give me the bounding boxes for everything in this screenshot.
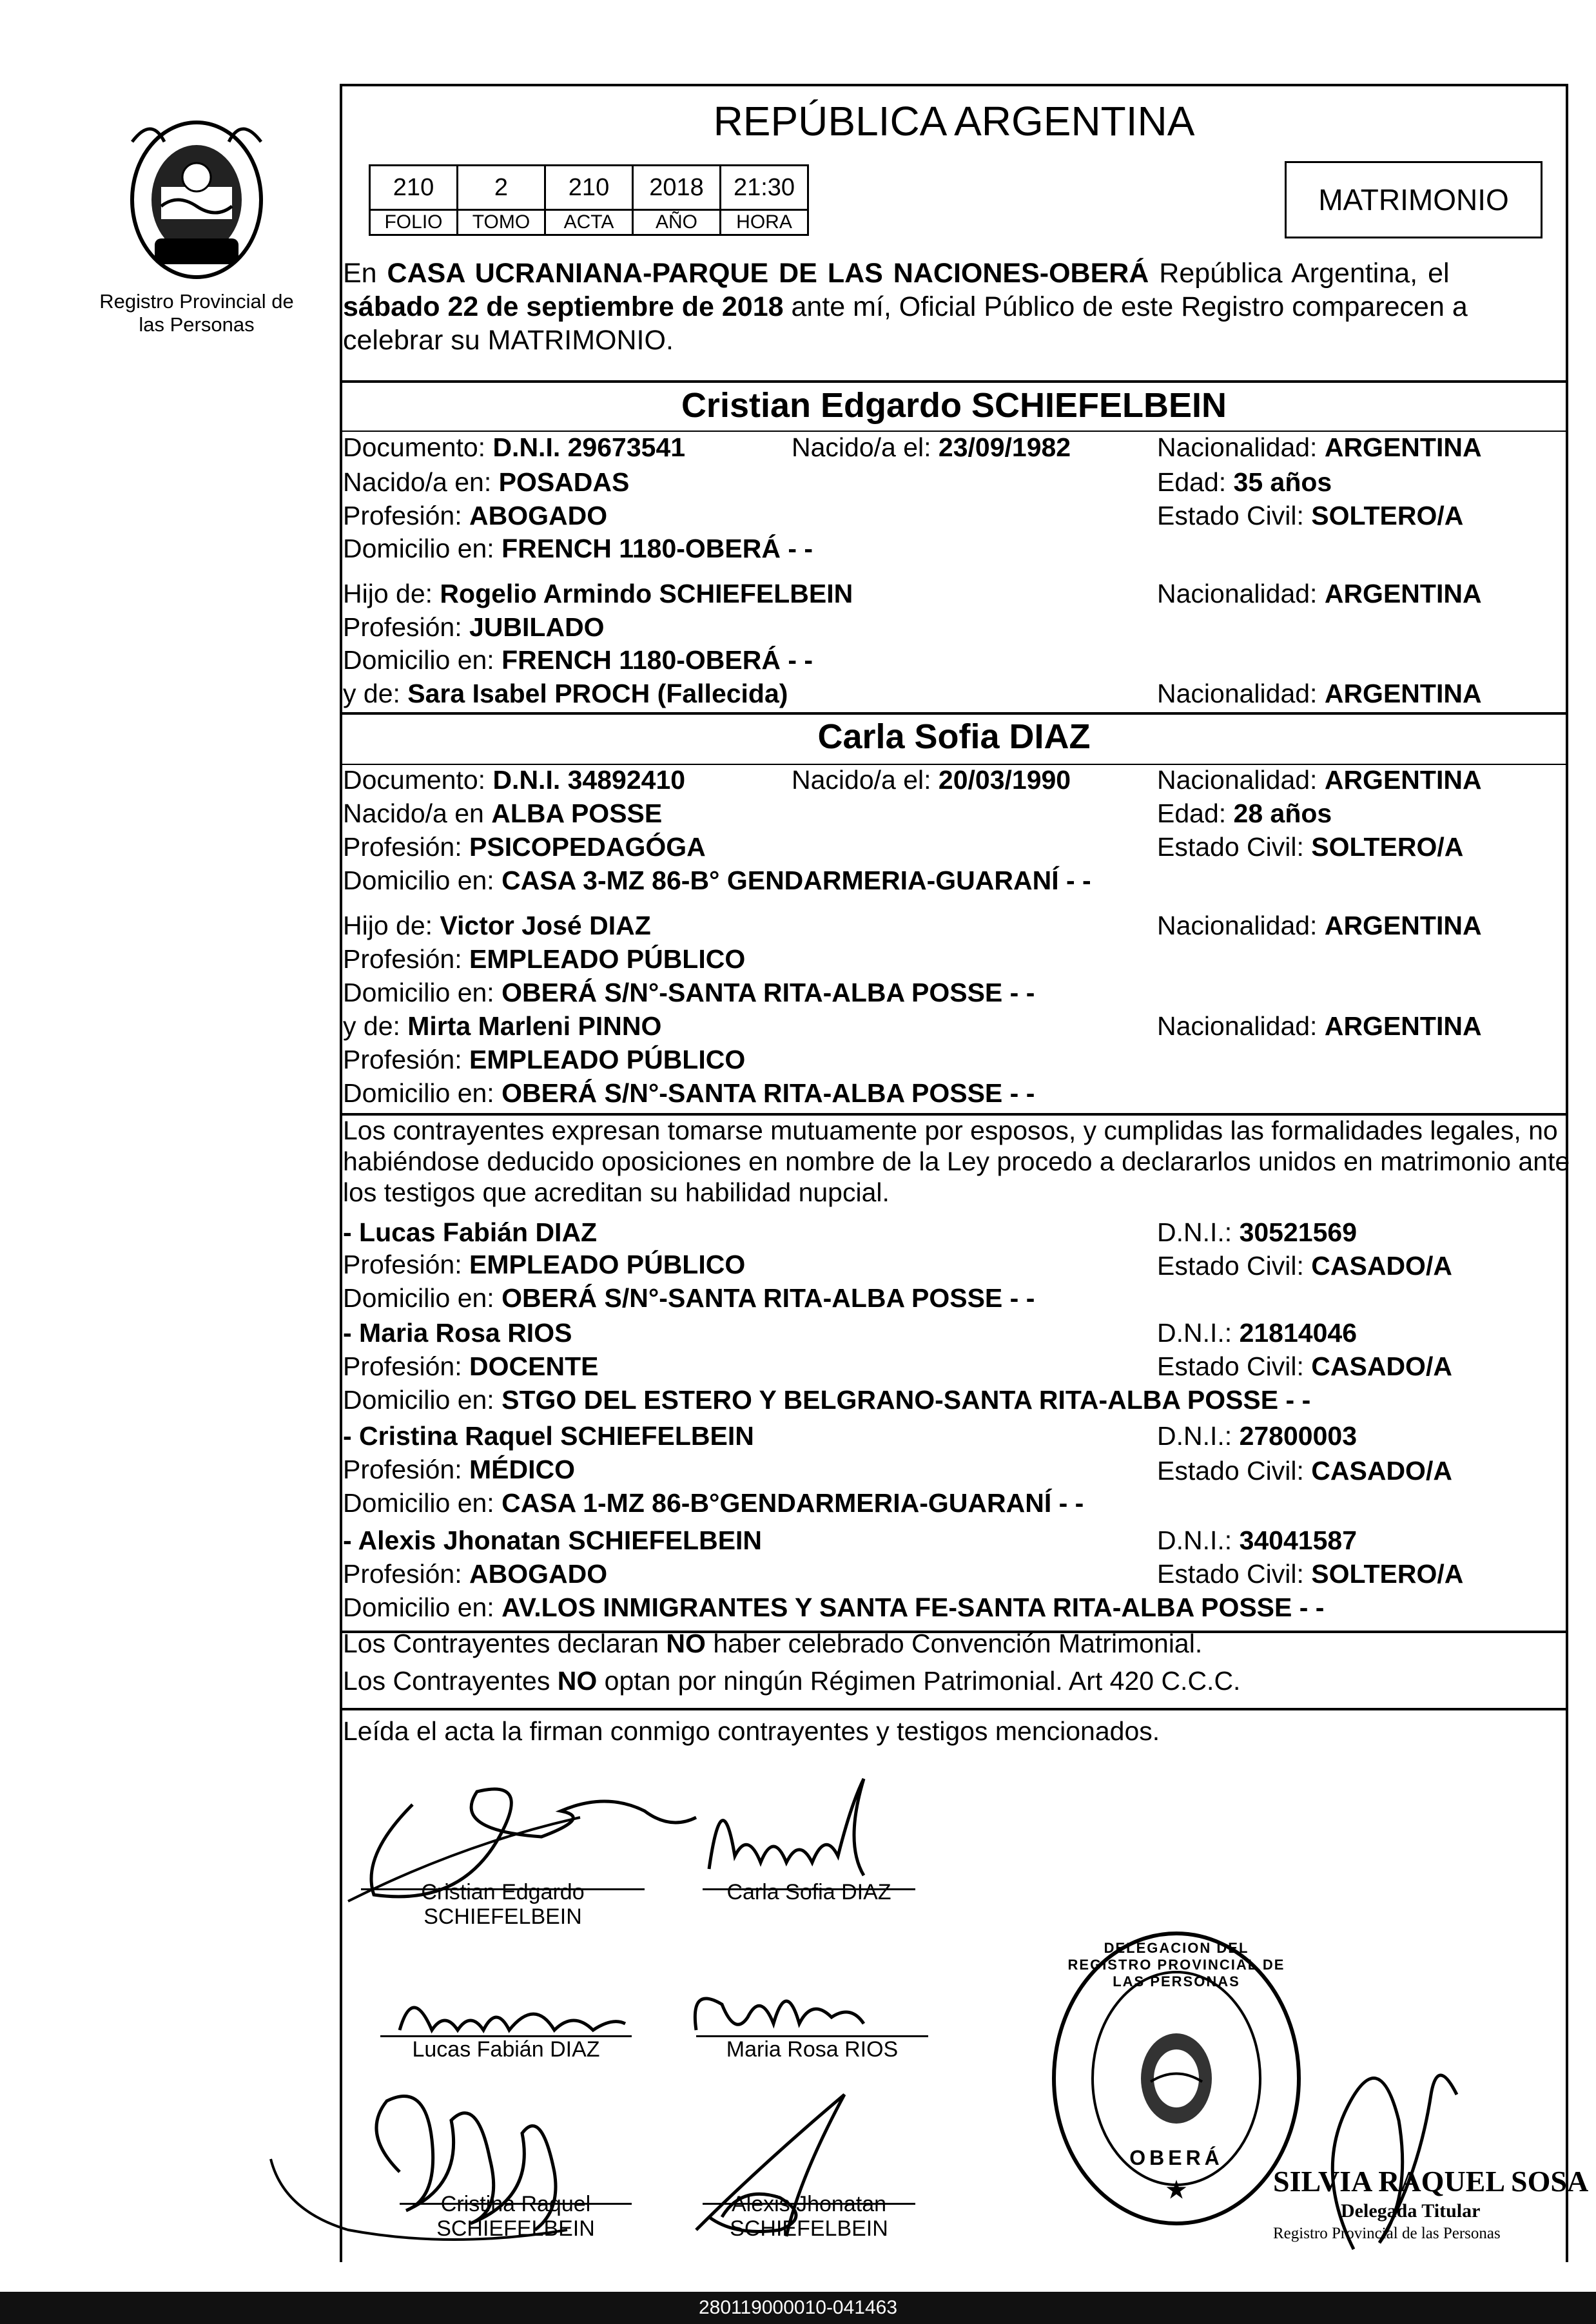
witness-3-signature-name-2: SCHIEFELBEIN: [436, 2216, 595, 2241]
witness-4-name: - Alexis Jhonatan SCHIEFELBEIN: [343, 1525, 763, 1555]
registry-logo-text: Registro Provincial de las Personas: [99, 290, 294, 336]
groom-address: Domicilio en: FRENCH 1180-OBERÁ - -: [343, 534, 813, 563]
divider: [340, 1708, 1568, 1710]
hour-value: 21:30: [721, 166, 808, 210]
declaration-line-1: Los contrayentes expresan tomarse mutuamente por esposos, y cumplidas las formalidades legales, no: [343, 1116, 1558, 1145]
stamp-city: OBERÁ: [1129, 2146, 1223, 2169]
groom-father-profession: Profesión: JUBILADO: [343, 612, 605, 642]
witness-1-signature-name: Lucas Fabián DIAZ: [412, 2037, 600, 2062]
intro-line-2: sábado 22 de septiembre de 2018 ante mí, Oficial Público de este Registro comparecen a: [343, 291, 1468, 322]
groom-name: Cristian Edgardo SCHIEFELBEIN: [681, 386, 1227, 425]
regime-convention: Los Contrayentes declaran NO haber celebrado Convención Matrimonial.: [343, 1629, 1203, 1658]
document-barcode-number: 280119000010-041463: [0, 2292, 1596, 2324]
groom-mother: y de: Sara Isabel PROCH (Fallecida): [343, 679, 788, 708]
bride-father-nationality: Nacionalidad: ARGENTINA: [1157, 911, 1482, 940]
folio-value: 210: [370, 166, 458, 210]
witness-3-name: - Cristina Raquel SCHIEFELBEIN: [343, 1421, 754, 1451]
regime-patrimonial: Los Contrayentes NO optan por ningún Régimen Patrimonial. Art 420 C.C.C.: [343, 1666, 1241, 1696]
groom-signature-name-2: SCHIEFELBEIN: [423, 1904, 582, 1929]
bride-document: Documento: D.N.I. 34892410: [343, 765, 686, 795]
witness-2-dni: D.N.I.: 21814046: [1157, 1318, 1357, 1348]
official-role: Delegada Titular: [1341, 2200, 1481, 2222]
year-label: AÑO: [633, 210, 721, 235]
bride-father: Hijo de: Victor José DIAZ: [343, 911, 651, 940]
groom-birthdate: Nacido/a el: 23/09/1982: [792, 432, 1071, 462]
bride-mother: y de: Mirta Marleni PINNO: [343, 1011, 662, 1041]
folio-label: FOLIO: [370, 210, 458, 235]
bride-signature-name: Carla Sofia DIAZ: [726, 1880, 891, 1904]
witness-2-profession: Profesión: DOCENTE: [343, 1351, 599, 1381]
bride-birthdate: Nacido/a el: 20/03/1990: [792, 765, 1071, 795]
witness-4-signature-name-2: SCHIEFELBEIN: [730, 2216, 888, 2241]
official-organization: Registro Provincial de las Personas: [1273, 2225, 1501, 2242]
tomo-label: TOMO: [458, 210, 545, 235]
bride-civil-status: Estado Civil: SOLTERO/A: [1157, 832, 1464, 862]
witness-2-signature-name: Maria Rosa RIOS: [726, 2037, 899, 2062]
intro-line-1: En CASA UCRANIANA-PARQUE DE LAS NACIONES-OBERÁ República Argentina, el: [343, 258, 1450, 289]
witness-2-address: Domicilio en: STGO DEL ESTERO Y BELGRANO-SANTA RITA-ALBA POSSE - -: [343, 1385, 1311, 1415]
bride-profession: Profesión: PSICOPEDAGÓGA: [343, 832, 706, 862]
witness-3-civil-status: Estado Civil: CASADO/A: [1157, 1456, 1452, 1486]
groom-signature-name-1: Cristian Edgardo: [421, 1880, 585, 1904]
groom-document: Documento: D.N.I. 29673541: [343, 432, 686, 462]
witness-2-name: - Maria Rosa RIOS: [343, 1318, 572, 1348]
bride-signature: [696, 1766, 890, 1898]
witness-4-civil-status: Estado Civil: SOLTERO/A: [1157, 1559, 1464, 1589]
bride-mother-address: Domicilio en: OBERÁ S/N°-SANTA RITA-ALBA POSSE - -: [343, 1078, 1035, 1108]
witness-2-civil-status: Estado Civil: CASADO/A: [1157, 1351, 1452, 1381]
groom-age: Edad: 35 años: [1157, 467, 1332, 497]
witness-4-signature-name-1: Alexis Jhonatan: [731, 2192, 887, 2216]
groom-mother-nationality: Nacionalidad: ARGENTINA: [1157, 679, 1482, 708]
bride-address: Domicilio en: CASA 3-MZ 86-B° GENDARMERIA-GUARANÍ - -: [343, 866, 1091, 895]
groom-father-address: Domicilio en: FRENCH 1180-OBERÁ - -: [343, 645, 813, 675]
groom-nationality: Nacionalidad: ARGENTINA: [1157, 432, 1482, 462]
witness-3-dni: D.N.I.: 27800003: [1157, 1421, 1357, 1451]
witness-2-signature: [677, 1966, 870, 2046]
year-value: 2018: [633, 166, 721, 210]
bride-birthplace: Nacido/a en ALBA POSSE: [343, 799, 663, 828]
svg-text:★: ★: [1165, 2176, 1187, 2203]
witness-1-address: Domicilio en: OBERÁ S/N°-SANTA RITA-ALBA POSSE - -: [343, 1283, 1035, 1313]
declaration-line-3: los testigos que acreditan su habilidad nupcial.: [343, 1177, 890, 1207]
bride-mother-nationality: Nacionalidad: ARGENTINA: [1157, 1011, 1482, 1041]
closing-statement: Leída el acta la firman conmigo contrayentes y testigos mencionados.: [343, 1716, 1160, 1746]
hour-label: HORA: [721, 210, 808, 235]
acta-label: ACTA: [545, 210, 633, 235]
witness-3-address: Domicilio en: CASA 1-MZ 86-B°GENDARMERIA-GUARANÍ - -: [343, 1488, 1084, 1518]
record-codes-table: [369, 164, 809, 236]
witness-3-signature-name-1: Cristina Raquel: [440, 2192, 591, 2216]
bride-nationality: Nacionalidad: ARGENTINA: [1157, 765, 1482, 795]
tomo-value: 2: [458, 166, 545, 210]
bride-age: Edad: 28 años: [1157, 799, 1332, 828]
witness-3-profession: Profesión: MÉDICO: [343, 1455, 575, 1484]
bride-name: Carla Sofia DIAZ: [817, 717, 1091, 756]
witness-1-dni: D.N.I.: 30521569: [1157, 1217, 1357, 1247]
groom-civil-status: Estado Civil: SOLTERO/A: [1157, 501, 1464, 530]
witness-4-profession: Profesión: ABOGADO: [343, 1559, 608, 1589]
groom-profession: Profesión: ABOGADO: [343, 501, 608, 530]
bride-mother-profession: Profesión: EMPLEADO PÚBLICO: [343, 1045, 746, 1074]
official-name: SILVIA RAQUEL SOSA: [1273, 2165, 1589, 2198]
groom-father-nationality: Nacionalidad: ARGENTINA: [1157, 579, 1482, 608]
groom-father: Hijo de: Rogelio Armindo SCHIEFELBEIN: [343, 579, 853, 608]
document-type-box: MATRIMONIO: [1285, 161, 1542, 238]
stamp-ring-text: DELEGACION DEL REGISTRO PROVINCIAL DE LAS PERSONAS: [1067, 1940, 1285, 1990]
page-title: REPÚBLICA ARGENTINA: [713, 98, 1195, 144]
divider: [340, 712, 1568, 715]
declaration-line-2: habiéndose deducido oposiciones en nombre de la Ley procedo a declararlos unidos en matrimonio ante: [343, 1147, 1570, 1176]
witness-1-name: - Lucas Fabián DIAZ: [343, 1217, 598, 1247]
witness-4-address: Domicilio en: AV.LOS INMIGRANTES Y SANTA FE-SANTA RITA-ALBA POSSE - -: [343, 1593, 1325, 1622]
witness-4-dni: D.N.I.: 34041587: [1157, 1525, 1357, 1555]
intro-line-3: celebrar su MATRIMONIO.: [343, 325, 674, 356]
groom-birthplace: Nacido/a en: POSADAS: [343, 467, 630, 497]
divider: [340, 380, 1568, 383]
province-seal: [126, 116, 268, 284]
bride-father-address: Domicilio en: OBERÁ S/N°-SANTA RITA-ALBA POSSE - -: [343, 978, 1035, 1007]
witness-1-civil-status: Estado Civil: CASADO/A: [1157, 1251, 1452, 1281]
bride-father-profession: Profesión: EMPLEADO PÚBLICO: [343, 944, 746, 974]
acta-value: 210: [545, 166, 633, 210]
witness-1-profession: Profesión: EMPLEADO PÚBLICO: [343, 1250, 746, 1279]
